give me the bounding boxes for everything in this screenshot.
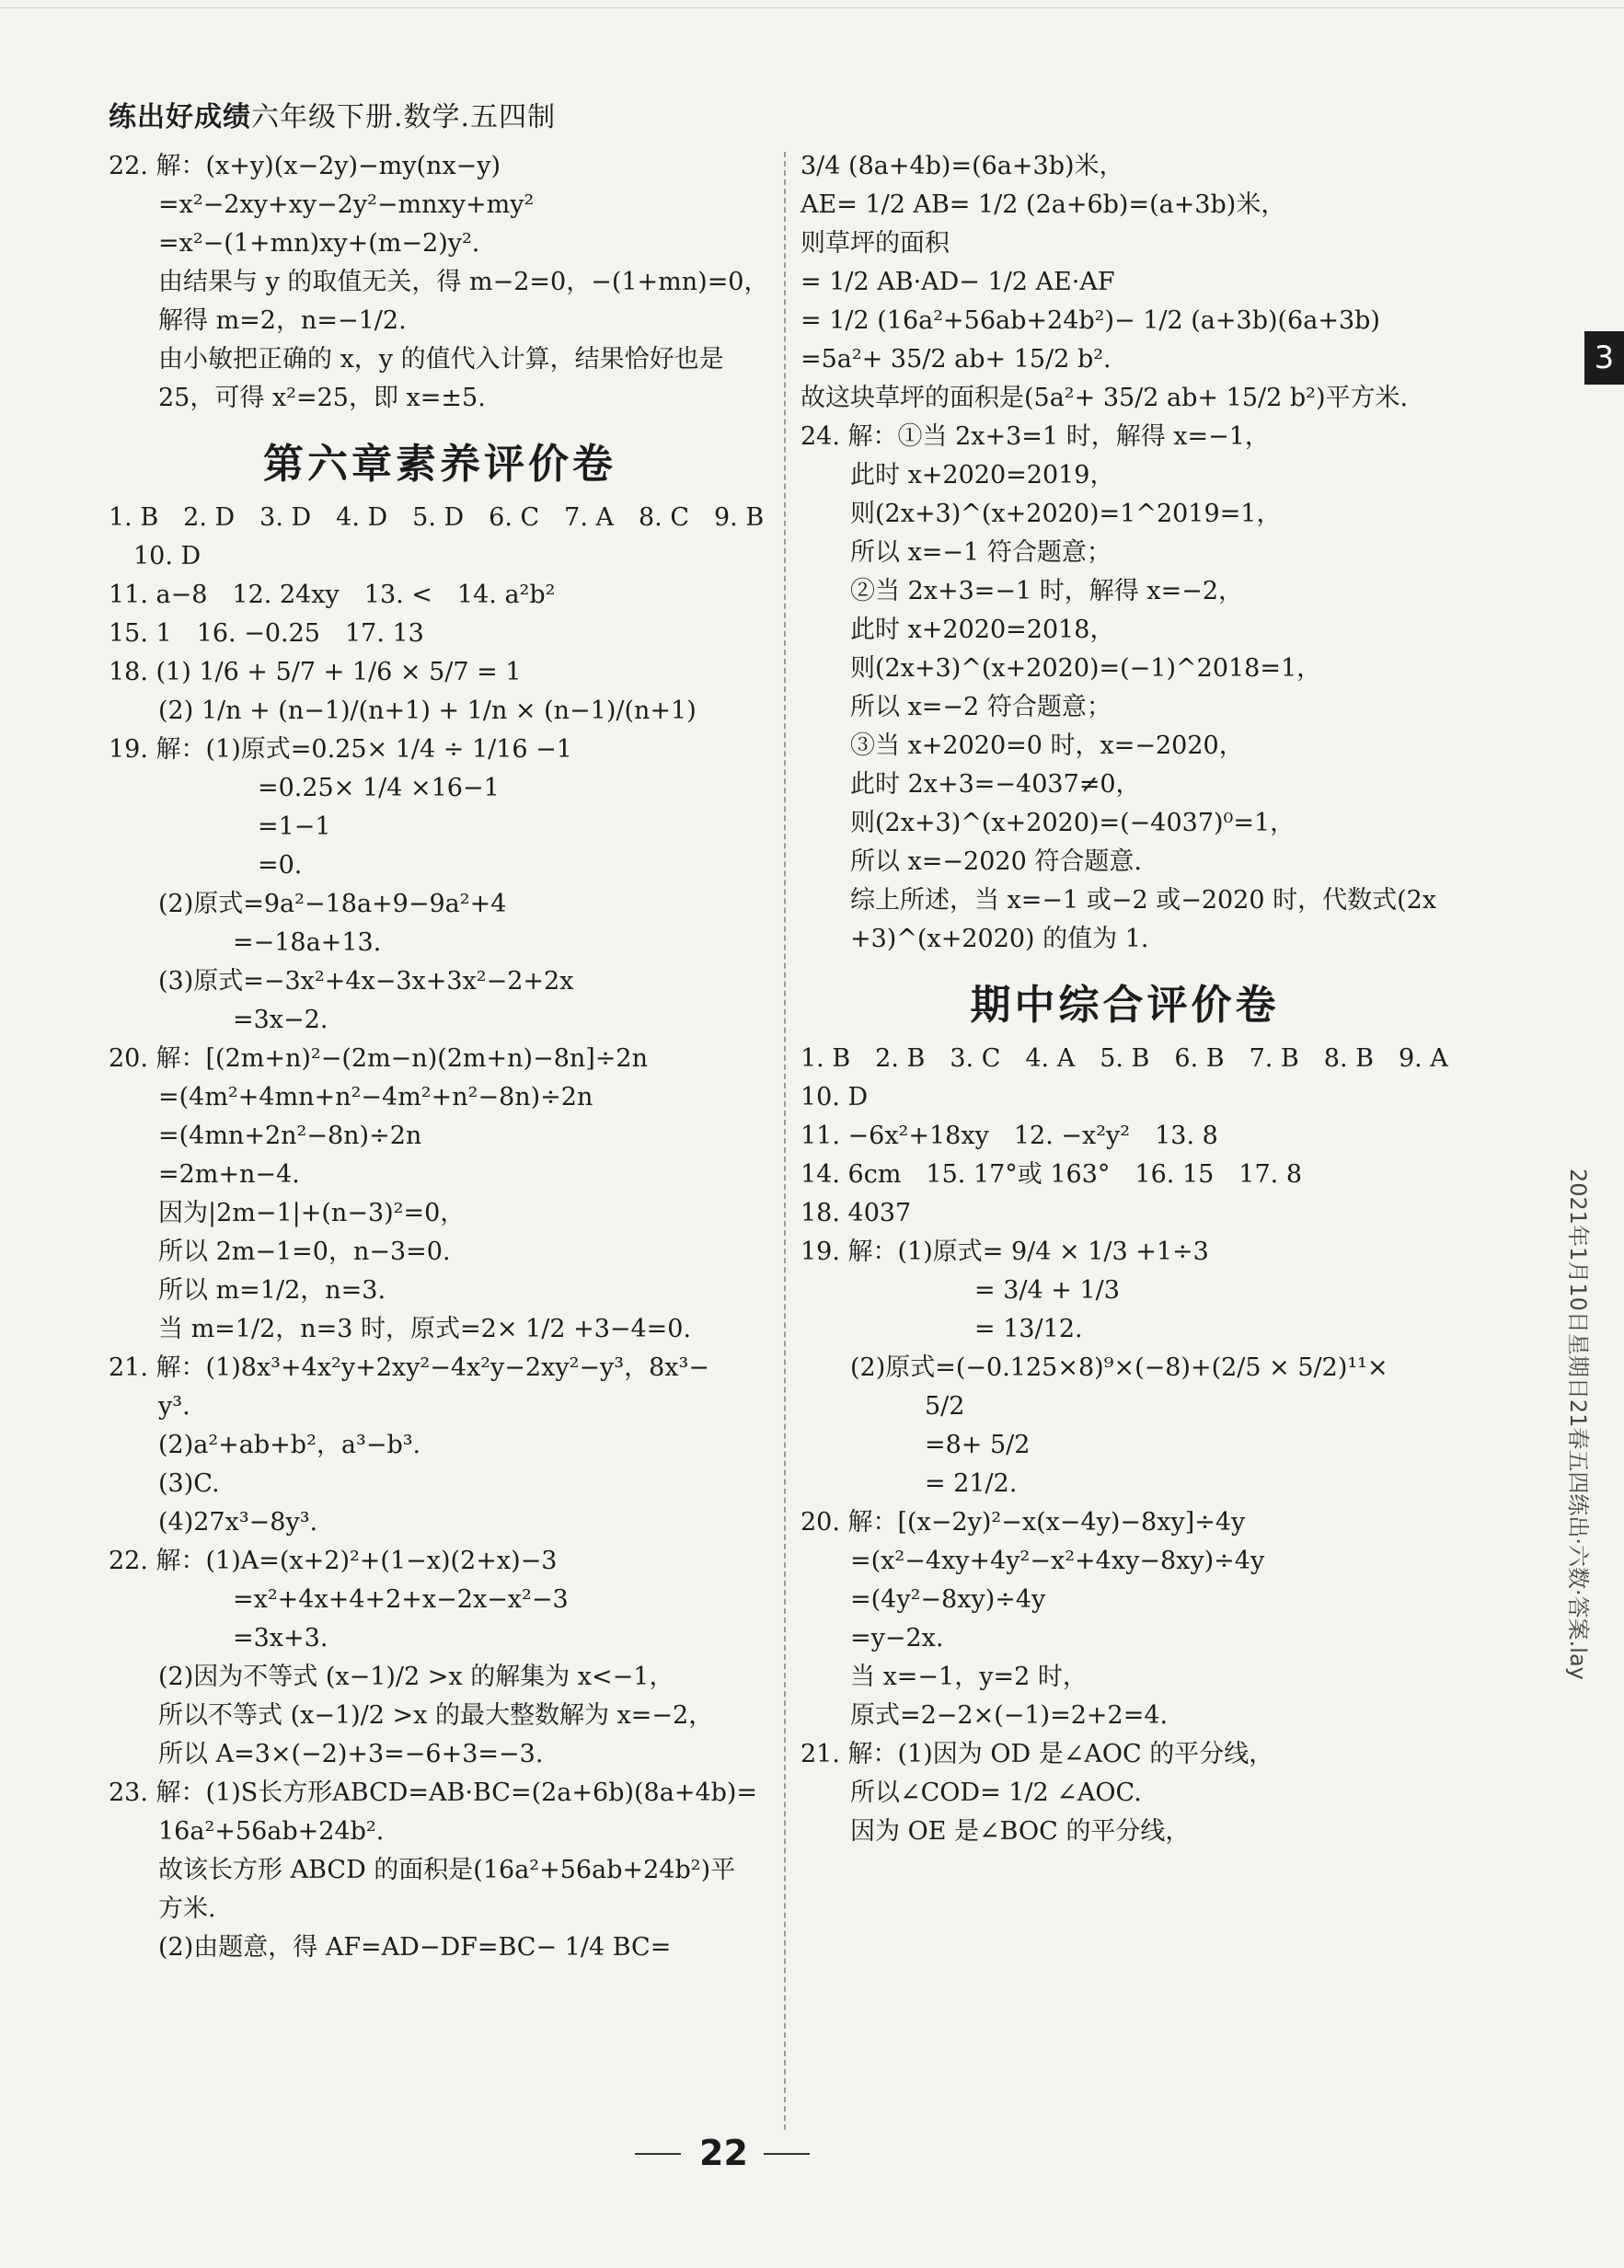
text-line: =(4m²+4mn+n²−4m²+n²−8n)÷2n [109, 1083, 593, 1111]
column-divider [784, 152, 786, 2130]
text-line: =0.25× 1/4 ×16−1 [109, 774, 500, 802]
text-line: 所以 2m−1=0，n−3=0. [109, 1238, 451, 1266]
text-line: 则草坪的面积 [800, 229, 950, 258]
text-line: 故该长方形 ABCD 的面积是(16a²+56ab+24b²)平 [109, 1856, 736, 1884]
text-line: 当 x=−1，y=2 时， [800, 1663, 1088, 1691]
text-line: 原式=2−2×(−1)=2+2=4. [800, 1701, 1169, 1730]
text-line: 18. 4037 [800, 1199, 912, 1227]
text-line: 15. 1 16. −0.25 17. 13 [109, 619, 424, 648]
text-line: 1. B 2. B 3. C 4. A 5. B 6. B 7. B 8. B 9. A [800, 1044, 1448, 1073]
text-line: 25，可得 x²=25，即 x=±5. [109, 384, 486, 412]
text-line: 所以 x=−1 符合题意； [800, 538, 1111, 567]
text-line: +3)^(x+2020) 的值为 1. [800, 925, 1149, 953]
text-line: = 1/2 (16a²+56ab+24b²)− 1/2 (a+3b)(6a+3b) [800, 306, 1380, 335]
text-line: (2)原式=9a²−18a+9−9a²+4 [109, 890, 507, 918]
text-line: 所以 A=3×(−2)+3=−6+3=−3. [109, 1740, 544, 1768]
text-line: = 13/12. [800, 1315, 1083, 1343]
text-line: 此时 2x+3=−4037≠0， [800, 770, 1141, 799]
text-line: (2)a²+ab+b²，a³−b³. [109, 1431, 421, 1459]
footer-dash-right [764, 2153, 810, 2155]
text-line: ③当 x+2020=0 时，x=−2020， [800, 731, 1244, 760]
text-line: y³. [109, 1392, 190, 1421]
side-print-note: 2021年1月10日星期日21春五四练出·六数·答案.lay [1565, 1169, 1591, 1680]
text-line: 则(2x+3)^(x+2020)=(−4037)⁰=1， [800, 809, 1296, 837]
text-line: 18. (1) 1/6 + 5/7 + 1/6 × 5/7 = 1 [109, 658, 522, 686]
text-line: (3)原式=−3x²+4x−3x+3x²−2+2x [109, 967, 574, 996]
page-header [109, 94, 556, 134]
text-line: 21. 解：(1)8x³+4x²y+2xy²−4x²y−2xy²−y³，8x³− [109, 1353, 709, 1382]
text-line: 14. 6cm 15. 17°或 163° 16. 15 17. 8 [800, 1160, 1302, 1189]
text-line: 3/4 (8a+4b)=(6a+3b)米， [800, 152, 1124, 180]
text-line: =8+ 5/2 [800, 1431, 1031, 1459]
text-line: 则(2x+3)^(x+2020)=1^2019=1， [800, 500, 1282, 528]
text-line: =(4mn+2n²−8n)÷2n [109, 1122, 422, 1150]
text-line: 因为 OE 是∠BOC 的平分线， [800, 1817, 1191, 1846]
text-line: =2m+n−4. [109, 1160, 300, 1189]
text-line: 19. 解：(1)原式= 9/4 × 1/3 +1÷3 [800, 1238, 1209, 1266]
text-line: = 21/2. [800, 1469, 1018, 1498]
text-line: 24. 解：①当 2x+3=1 时，解得 x=−1， [800, 422, 1270, 451]
text-line: =y−2x. [800, 1624, 944, 1652]
chapter-tab: 3 [1584, 331, 1624, 385]
text-line: (2)原式=(−0.125×8)⁹×(−8)+(2/5 × 5/2)¹¹× [800, 1353, 1388, 1382]
text-line: 所以不等式 (x−1)/2 >x 的最大整数解为 x=−2， [109, 1701, 714, 1730]
text-line: =−18a+13. [109, 928, 382, 957]
text-line: AE= 1/2 AB= 1/2 (2a+6b)=(a+3b)米， [800, 190, 1286, 219]
text-line: 20. 解：[(2m+n)²−(2m−n)(2m+n)−8n]÷2n [109, 1044, 648, 1073]
section-title-chapter6: 第六章素养评价卷 [263, 441, 616, 488]
text-line: =5a²+ 35/2 ab+ 15/2 b². [800, 345, 1111, 374]
text-line: 故这块草坪的面积是(5a²+ 35/2 ab+ 15/2 b²)平方米. [800, 384, 1409, 412]
text-line: 当 m=1/2，n=3 时，原式=2× 1/2 +3−4=0. [109, 1315, 692, 1343]
left-column [109, 147, 771, 1967]
text-line: 10. D [109, 542, 202, 570]
text-line: =3x−2. [109, 1006, 328, 1034]
text-line: 20. 解：[(x−2y)²−x(x−4y)−8xy]÷4y [800, 1508, 1246, 1537]
right-column [800, 147, 1449, 1851]
text-line: (3)C. [109, 1469, 220, 1498]
text-line: 方米. [109, 1894, 216, 1923]
text-line: =(x²−4xy+4y²−x²+4xy−8xy)÷4y [800, 1547, 1265, 1575]
text-line: =0. [109, 851, 303, 880]
text-line: 此时 x+2020=2019， [800, 461, 1115, 489]
text-line: 此时 x+2020=2018， [800, 616, 1115, 644]
text-line: ②当 2x+3=−1 时，解得 x=−2， [800, 577, 1244, 605]
footer-dash-left [635, 2153, 681, 2155]
text-line: 由小敏把正确的 x，y 的值代入计算，结果恰好也是 [109, 345, 724, 374]
text-line: 22. 解：(1)A=(x+2)²+(1−x)(2+x)−3 [109, 1547, 558, 1575]
text-line: 所以 x=−2 符合题意； [800, 693, 1111, 721]
text-line: (4)27x³−8y³. [109, 1508, 318, 1537]
text-line: 则(2x+3)^(x+2020)=(−1)^2018=1， [800, 654, 1322, 683]
text-line: = 3/4 + 1/3 [800, 1276, 1120, 1305]
text-line: 1. B 2. D 3. D 4. D 5. D 6. C 7. A 8. C 9. B [109, 503, 765, 532]
text-line: =1−1 [109, 812, 331, 841]
section-title-midterm: 期中综合评价卷 [970, 982, 1280, 1029]
text-line: =x²+4x+4+2+x−2x−x²−3 [109, 1585, 569, 1614]
text-line: 10. D [800, 1083, 869, 1111]
text-line: = 1/2 AB·AD− 1/2 AE·AF [800, 268, 1115, 296]
text-line: 11. −6x²+18xy 12. −x²y² 13. 8 [800, 1122, 1218, 1150]
text-line: =x²−(1+mn)xy+(m−2)y². [109, 229, 480, 258]
text-line: 19. 解：(1)原式=0.25× 1/4 ÷ 1/16 −1 [109, 735, 572, 764]
header-brand: 练出好成绩 [109, 101, 251, 133]
text-line: 所以∠COD= 1/2 ∠AOC. [800, 1779, 1142, 1807]
text-line: 22. 解：(x+y)(x−2y)−my(nx−y) [109, 152, 501, 180]
text-line: 因为|2m−1|+(n−3)²=0， [109, 1199, 466, 1227]
text-line: 11. a−8 12. 24xy 13. < 14. a²b² [109, 581, 556, 609]
text-line: =(4y²−8xy)÷4y [800, 1585, 1046, 1614]
text-line: 16a²+56ab+24b². [109, 1817, 385, 1846]
text-line: 5/2 [800, 1392, 965, 1421]
text-line: 由结果与 y 的取值无关，得 m−2=0，−(1+mn)=0， [109, 268, 769, 296]
text-line: 所以 m=1/2，n=3. [109, 1276, 386, 1305]
text-line: =x²−2xy+xy−2y²−mnxy+my² [109, 190, 535, 219]
page-number: 22 [699, 2133, 748, 2173]
text-line: (2)由题意，得 AF=AD−DF=BC− 1/4 BC= [109, 1933, 672, 1962]
text-line: 23. 解：(1)S长方形ABCD=AB·BC=(2a+6b)(8a+4b)= [109, 1779, 758, 1807]
text-line: =3x+3. [109, 1624, 328, 1652]
text-line: (2)因为不等式 (x−1)/2 >x 的解集为 x<−1， [109, 1663, 674, 1691]
top-rule [0, 7, 1624, 8]
header-subtitle: 六年级下册.数学.五四制 [251, 101, 557, 133]
text-line: (2) 1/n + (n−1)/(n+1) + 1/n × (n−1)/(n+1) [109, 697, 697, 725]
text-line: 所以 x=−2020 符合题意. [800, 847, 1142, 876]
text-line: 综上所述，当 x=−1 或−2 或−2020 时，代数式(2x [800, 886, 1437, 915]
text-line: 解得 m=2，n=−1/2. [109, 306, 407, 335]
text-line: 21. 解：(1)因为 OD 是∠AOC 的平分线， [800, 1740, 1274, 1768]
